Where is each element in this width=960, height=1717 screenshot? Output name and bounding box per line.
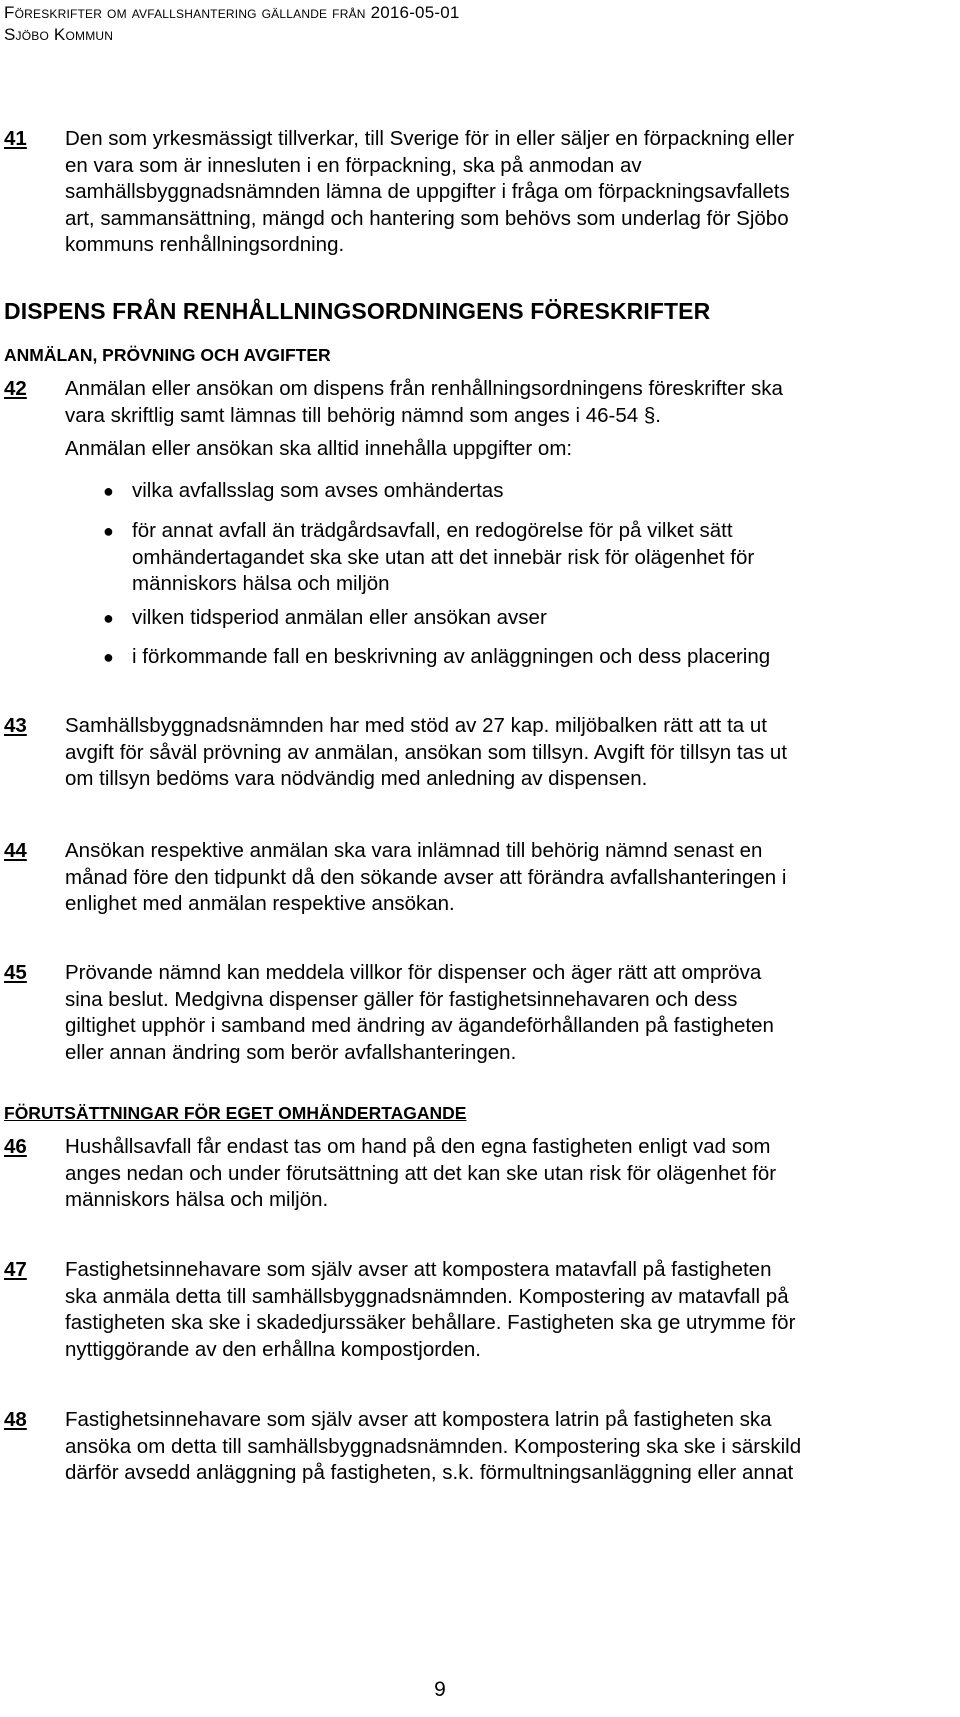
paragraph-46 — [4, 1134, 954, 1214]
paragraph-number: 48 — [4, 1408, 27, 1431]
paragraph-body — [65, 838, 954, 918]
paragraph-number: 46 — [4, 1135, 27, 1158]
paragraph-number: 41 — [4, 127, 27, 150]
paragraph-body — [65, 376, 954, 429]
header-municipality: Sjöbo Kommun — [4, 25, 114, 44]
paragraph-44 — [4, 838, 954, 918]
section-heading-dispens: DISPENS FRÅN RENHÅLLNINGSORDNINGENS FÖRESKRIFTER — [4, 298, 711, 324]
paragraph-line: kommuns renhållningsordning. — [65, 233, 345, 256]
list-item-text: vilken tidsperiod anmälan eller ansökan avser — [132, 606, 547, 629]
paragraph-line: ansöka om detta till samhällsbyggnadsnämnden. Kompostering ska ske i särskild — [65, 1434, 802, 1458]
paragraph-line: eller annan ändring som berör avfallshanteringen. — [65, 1040, 517, 1064]
paragraph-line: art, sammansättning, mängd och hantering som behövs som underlag för Sjöbo — [65, 206, 789, 230]
list-item — [65, 518, 945, 598]
paragraph-body — [65, 126, 954, 259]
paragraph-line: Ansökan respektive anmälan ska vara inlämnad till behörig nämnd senast en — [65, 839, 763, 862]
paragraph-line: nyttiggörande av den erhållna kompostjorden. — [65, 1337, 481, 1361]
list-item-text: i förkommande fall en beskrivning av anläggningen och dess placering — [132, 645, 771, 668]
list-item — [65, 605, 945, 632]
paragraph-line: Hushållsavfall får endast tas om hand på den egna fastigheten enligt vad som — [65, 1135, 771, 1158]
paragraph-number: 44 — [4, 839, 27, 862]
header-title: Föreskrifter om avfallshantering gällande från 2016-05-01 — [4, 3, 460, 22]
paragraph-line: Anmälan eller ansökan om dispens från renhållningsordningens föreskrifter ska — [65, 377, 783, 400]
paragraph-42 — [4, 376, 954, 429]
bullet-icon: ● — [103, 608, 114, 628]
subheading-forutsattningar: FÖRUTSÄTTNINGAR FÖR EGET OMHÄNDERTAGANDE — [4, 1103, 467, 1123]
page-number: 9 — [434, 1678, 446, 1701]
list-item — [65, 478, 945, 505]
paragraph-47 — [4, 1257, 954, 1363]
paragraph-line: om tillsyn bedöms vara nödvändig med anledning av dispensen. — [65, 767, 648, 790]
paragraph-41 — [4, 126, 954, 259]
running-header — [4, 2, 460, 46]
list-intro: Anmälan eller ansökan ska alltid innehålla uppgifter om: — [65, 437, 573, 460]
paragraph-line: avgift för såväl prövning av anmälan, ansökan som tillsyn. Avgift för tillsyn tas ut — [65, 740, 788, 764]
paragraph-line: anges nedan och under förutsättning att det kan ske utan risk för olägenhet för — [65, 1161, 777, 1185]
list-item-text: för annat avfall än trädgårdsavfall, en redogörelse för på vilket sätt — [132, 519, 733, 542]
paragraph-line: ska anmäla detta till samhällsbyggnadsnämnden. Kompostering av matavfall på — [65, 1284, 789, 1308]
paragraph-line: samhällsbyggnadsnämnden lämna de uppgifter i fråga om förpackningsavfallets — [65, 180, 790, 203]
paragraph-48 — [4, 1407, 954, 1487]
paragraph-number: 43 — [4, 714, 27, 737]
list-item-text: människors hälsa och miljön — [132, 572, 390, 595]
bullet-icon: ● — [103, 521, 114, 541]
paragraph-number: 42 — [4, 377, 27, 400]
paragraph-line: sina beslut. Medgivna dispenser gäller för fastighetsinnehavaren och dess — [65, 987, 738, 1011]
bullet-icon: ● — [103, 647, 114, 667]
paragraph-line: en vara som är innesluten i en förpackning, ska på anmodan av — [65, 153, 642, 177]
paragraph-line: fastigheten ska ske i skadedjurssäker behållare. Fastigheten ska ge utrymme för — [65, 1311, 796, 1334]
paragraph-body — [65, 960, 954, 1066]
paragraph-number: 45 — [4, 961, 27, 984]
paragraph-line: månad före den tidpunkt då den sökande avser att förändra avfallshanteringen i — [65, 865, 787, 889]
paragraph-line: vara skriftlig samt lämnas till behörig nämnd som anges i 46-54 §. — [65, 403, 661, 427]
list-item-text: omhändertagandet ska ske utan att det innebär risk för olägenhet för — [132, 545, 755, 569]
paragraph-line: Prövande nämnd kan meddela villkor för dispenser och äger rätt att ompröva — [65, 961, 762, 984]
paragraph-body — [65, 713, 954, 793]
paragraph-43 — [4, 713, 954, 793]
list-item — [65, 644, 945, 671]
paragraph-line: giltighet upphör i samband med ändring av ägandeförhållanden på fastigheten — [65, 1014, 774, 1037]
paragraph-line: därför avsedd anläggning på fastigheten, s.k. förmultningsanläggning eller annat — [65, 1461, 794, 1484]
paragraph-line: Fastighetsinnehavare som själv avser att kompostera matavfall på fastigheten — [65, 1258, 772, 1281]
bullet-icon: ● — [103, 481, 114, 501]
paragraph-line: människors hälsa och miljön. — [65, 1188, 329, 1211]
paragraph-line: Fastighetsinnehavare som själv avser att kompostera latrin på fastigheten ska — [65, 1408, 772, 1431]
list-item-text: vilka avfallsslag som avses omhändertas — [132, 479, 504, 502]
paragraph-line: Samhällsbyggnadsnämnden har med stöd av 27 kap. miljöbalken rätt att ta ut — [65, 714, 767, 737]
paragraph-line: Den som yrkesmässigt tillverkar, till Sverige för in eller säljer en förpackning eller — [65, 127, 795, 150]
paragraph-line: enlighet med anmälan respektive ansökan. — [65, 892, 455, 915]
paragraph-45 — [4, 960, 954, 1066]
paragraph-body — [65, 1134, 954, 1214]
paragraph-body — [65, 1257, 954, 1363]
subheading-anmalan: ANMÄLAN, PRÖVNING OCH AVGIFTER — [4, 345, 331, 365]
paragraph-number: 47 — [4, 1258, 27, 1281]
paragraph-body — [65, 1407, 954, 1487]
